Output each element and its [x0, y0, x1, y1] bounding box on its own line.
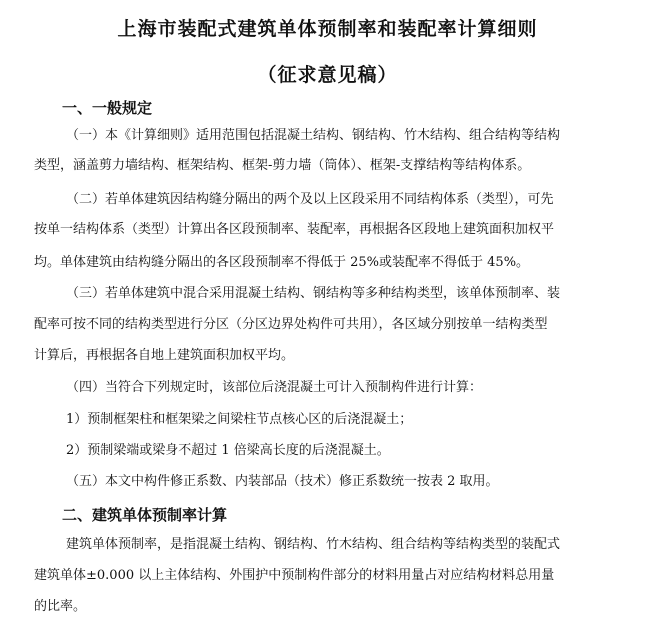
- section-heading-prefab-rate: 二、建筑单体预制率计算: [62, 506, 228, 524]
- paragraph-line: （三）若单体建筑中混合采用混凝土结构、钢结构等多种结构类型，该单体预制率、装: [66, 286, 561, 301]
- paragraph-line: （二）若单体建筑因结构缝分隔出的两个及以上区段采用不同结构体系（类型），可先: [66, 192, 554, 207]
- section-heading-general: 一、一般规定: [62, 99, 153, 117]
- paragraph-line: 建筑单体预制率，是指混凝土结构、钢结构、竹木结构、组合结构等结构类型的装配式: [66, 537, 561, 552]
- paragraph-line: 的比率。: [34, 599, 87, 614]
- document-subtitle: （征求意见稿）: [257, 64, 398, 86]
- paragraph-line: 按单一结构体系（类型）计算出各区段预制率、装配率，再根据各区段地上建筑面积加权平: [34, 222, 555, 237]
- paragraph-line: 配率可按不同的结构类型进行分区（分区边界处构件可共用），各区域分别按单一结构类型: [34, 317, 548, 332]
- paragraph-line: （四）当符合下列规定时，该部位后浇混凝土可计入预制构件进行计算：: [66, 380, 483, 395]
- paragraph-line: 均。单体建筑由结构缝分隔出的各区段预制率不得低于 25%或装配率不得低于 45%。: [34, 255, 530, 270]
- paragraph-line: （五）本文中构件修正系数、内装部品（技术）修正系数统一按表 2 取用。: [66, 474, 499, 489]
- list-item: 2）预制梁端或梁身不超过 1 倍梁高长度的后浇混凝土。: [66, 443, 390, 458]
- paragraph-line: 计算后，再根据各自地上建筑面积加权平均。: [34, 348, 295, 363]
- paragraph-line: （一）本《计算细则》适用范围包括混凝土结构、钢结构、竹木结构、组合结构等结构: [66, 128, 561, 143]
- paragraph-line: 类型，涵盖剪力墙结构、框架结构、框架-剪力墙（筒体）、框架-支撑结构等结构体系。: [34, 158, 531, 173]
- document-title: 上海市装配式建筑单体预制率和装配率计算细则: [117, 18, 538, 40]
- list-item: 1）预制框架柱和框架梁之间梁柱节点核心区的后浇混凝土；: [66, 412, 413, 427]
- paragraph-line: 建筑单体±0.000 以上主体结构、外围护中预制构件部分的材料用量占对应结构材料总用量: [34, 568, 555, 583]
